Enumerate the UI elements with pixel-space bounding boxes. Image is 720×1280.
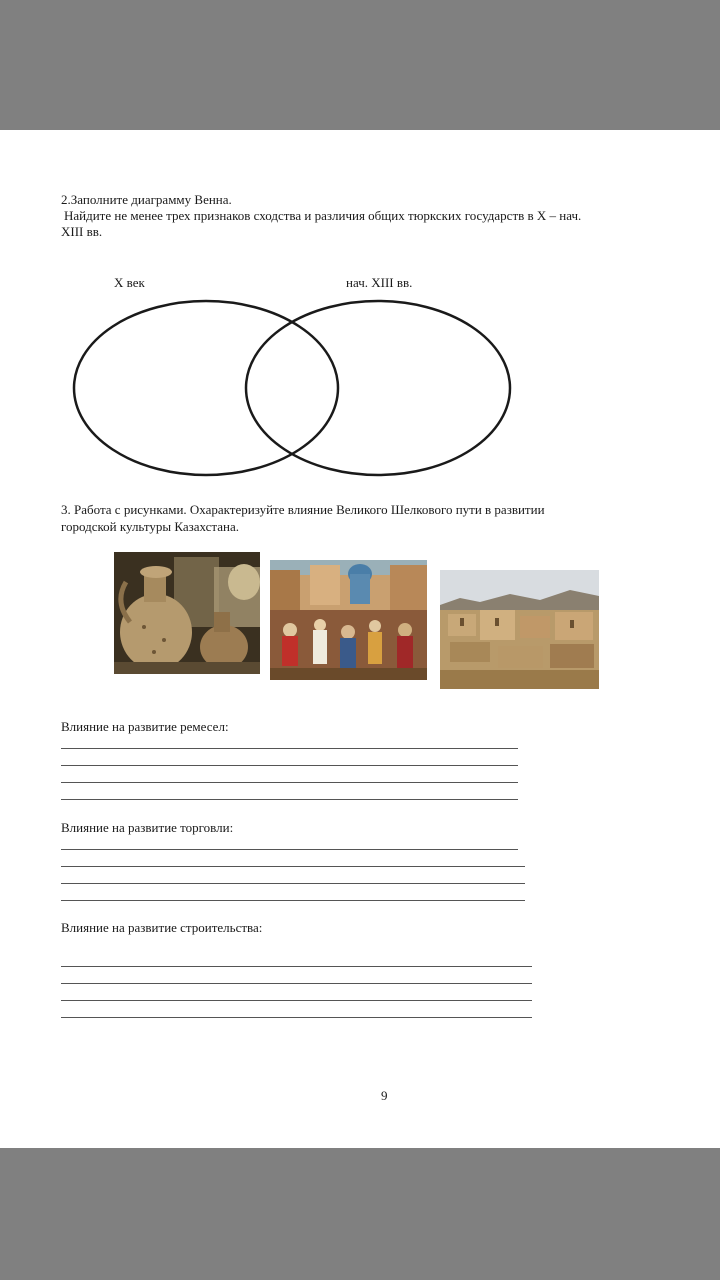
ancient-city-photo — [440, 570, 599, 689]
construction-answer-line[interactable] — [61, 1017, 532, 1018]
task2-title: 2.Заполните диаграмму Венна. — [61, 192, 232, 207]
page-number: 9 — [381, 1088, 388, 1103]
venn-label-left: X век — [114, 275, 145, 290]
trade-answer-line[interactable] — [61, 849, 518, 850]
trade-answer-line[interactable] — [61, 900, 525, 901]
construction-answer-line[interactable] — [61, 983, 532, 984]
crafts-heading: Влияние на развитие ремесел: — [61, 719, 229, 734]
crafts-answer-line[interactable] — [61, 799, 518, 800]
venn-circle-right — [246, 301, 510, 475]
pottery-photo — [114, 552, 260, 674]
construction-heading: Влияние на развитие строительства: — [61, 920, 263, 935]
venn-circle-left — [74, 301, 338, 475]
venn-label-right: нач. XIII вв. — [346, 275, 413, 290]
crafts-answer-line[interactable] — [61, 748, 518, 749]
task2-instruction-cont: XIII вв. — [61, 224, 103, 239]
document-page[interactable] — [0, 130, 720, 1148]
trade-answer-line[interactable] — [61, 866, 525, 867]
venn-diagram — [68, 295, 518, 480]
viewer-top-bar — [0, 0, 720, 130]
viewer-bottom-bar — [0, 1148, 720, 1280]
construction-answer-line[interactable] — [61, 1000, 532, 1001]
trade-heading: Влияние на развитие торговли: — [61, 820, 234, 835]
task3-title-cont: городской культуры Казахстана. — [61, 519, 240, 534]
task2-instruction: Найдите не менее трех признаков сходства и различия общих тюркских государств в X – нач. — [64, 208, 582, 223]
crafts-answer-line[interactable] — [61, 765, 518, 766]
trade-answer-line[interactable] — [61, 883, 525, 884]
task3-title: 3. Работа с рисунками. Охарактеризуйте влияние Великого Шелкового пути в развитии — [61, 502, 545, 517]
crafts-answer-line[interactable] — [61, 782, 518, 783]
construction-answer-line[interactable] — [61, 966, 532, 967]
bazaar-painting — [270, 560, 427, 680]
